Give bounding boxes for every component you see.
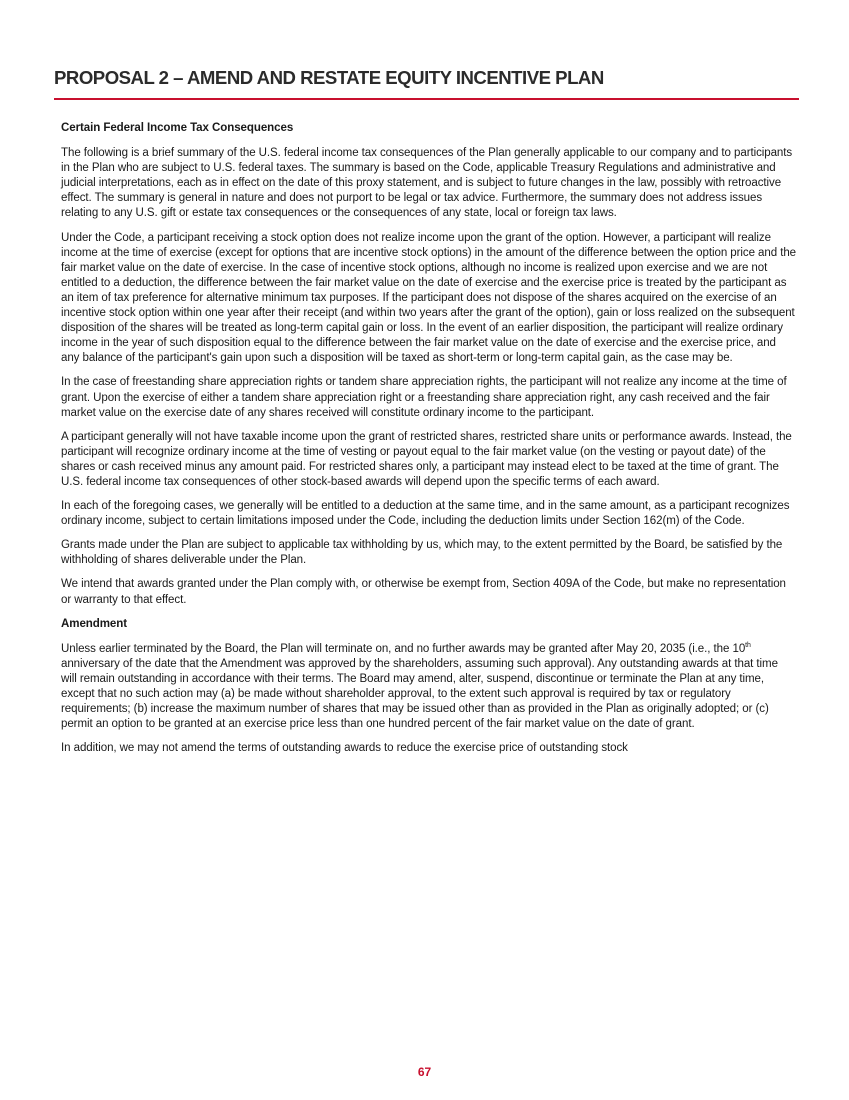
amendment-paragraph-termination: [61, 642, 796, 733]
ordinal-superscript: th: [745, 641, 751, 649]
tax-paragraph-section-409a: We intend that awards granted under the Plan comply with, or otherwise be exempt from, Section 409A of the Code, but make no representation or warranty to that effect.: [61, 578, 786, 606]
tax-paragraph-share-appreciation-rights: In the case of freestanding share appreciation rights or tandem share appreciation rights, the participant will not realize any income at the time of grant. Upon the exercise of either a tandem share appreciation right or a freestanding share appreciation right, any cash received and the fair market value on the exercise date of any shares received will constitute ordinary income to the participant.: [61, 376, 787, 419]
document-body: [61, 121, 796, 765]
page-header: [54, 66, 799, 100]
tax-paragraph-withholding: Grants made under the Plan are subject to applicable tax withholding by us, which may, to the extent permitted by the Board, be satisfied by the withholding of shares deliverable under the Plan.: [61, 539, 783, 567]
tax-paragraph-stock-options: Under the Code, a participant receiving a stock option does not realize income upon the grant of the option. However, a participant will realize income at the time of exercise (except for options that are incentive stock options) in the amount of the difference between the option price and the fair market value on the date of exercise. In the case of incentive stock options, although no income is realized upon exercise and we are not entitled to a deduction, the difference between the fair market value on the date of exercise and the exercise price is treated by the participant as an item of tax preference for alternative minimum tax purposes. If the participant does not dispose of the shares acquired on the exercise of an incentive stock option within one year after their receipt (and within two years after the grant of the option), gain or loss realized on the subsequent disposition of the shares will be treated as long-term capital gain or loss. In the event of an earlier disposition, the participant will realize ordinary income in the year of such disposition equal to the difference between the fair market value on the date of exercise and the exercise price, and any balance of the participant's gain upon such a disposition will be taxed as short-term or long-term capital gain, as the case may be.: [61, 231, 797, 365]
amendment-paragraph-repricing: In addition, we may not amend the terms of outstanding awards to reduce the exercise price of outstanding stock: [61, 742, 628, 755]
tax-paragraph-summary: The following is a brief summary of the U.S. federal income tax consequences of the Plan generally applicable to our company and to participants in the Plan who are subject to U.S. federal taxes. The summary is based on the Code, applicable Treasury Regulations and administrative and judicial interpretations, each as in effect on the date of this proxy statement, and is subject to future changes in the law, possibly with retroactive effect. The summary is general in nature and does not purport to be legal or tax advice. Furthermore, the summary does not address issues relating to any U.S. gift or estate tax consequences or the consequences of any state, local or foreign tax laws.: [61, 147, 793, 220]
page-number: 67: [417, 1065, 432, 1079]
tax-paragraph-restricted-shares: A participant generally will not have taxable income upon the grant of restricted shares, restricted share units or performance awards. Instead, the participant will recognize ordinary income at the time of vesting or payout equal to the fair market value (on the vesting or payout date) of the shares or cash received minus any amount paid. For restricted shares only, a participant may instead elect to be taxed at the time of grant. The U.S. federal income tax consequences of other stock-based awards will depend upon the specific terms of each award.: [61, 430, 792, 488]
page-title: PROPOSAL 2 – AMEND AND RESTATE EQUITY INCENTIVE PLAN: [54, 67, 604, 88]
amendment-text-part-2: anniversary of the date that the Amendment was approved by the shareholders, assuming such approval). Any outstanding awards at that time will remain outstanding in accordance with their terms. The Board may amend, alter, suspend, discontinue or terminate the Plan at any time, except that no such action may (a) be made without shareholder approval, to the extent such approval is required by tax or regulatory requirements; (b) increase the maximum number of shares that may be issued other than as provided in the Plan as originally adopted; or (c) permit an option to be granted at an exercise price less than one hundred percent of the fair market value on the date of grant.: [61, 657, 778, 731]
amendment-text-part-1: Unless earlier terminated by the Board, the Plan will terminate on, and no further awards may be granted after May 20, 2035 (i.e., the 10: [61, 642, 746, 655]
tax-paragraph-deduction: In each of the foregoing cases, we generally will be entitled to a deduction at the same time, and in the same amount, as a participant recognizes ordinary income, subject to certain limitations imposed under the Code, including the deduction limits under Section 162(m) of the Code.: [61, 500, 790, 528]
title-divider: [54, 98, 799, 100]
amendment-section-heading: Amendment: [61, 617, 128, 630]
tax-section-heading: Certain Federal Income Tax Consequences: [61, 122, 294, 134]
